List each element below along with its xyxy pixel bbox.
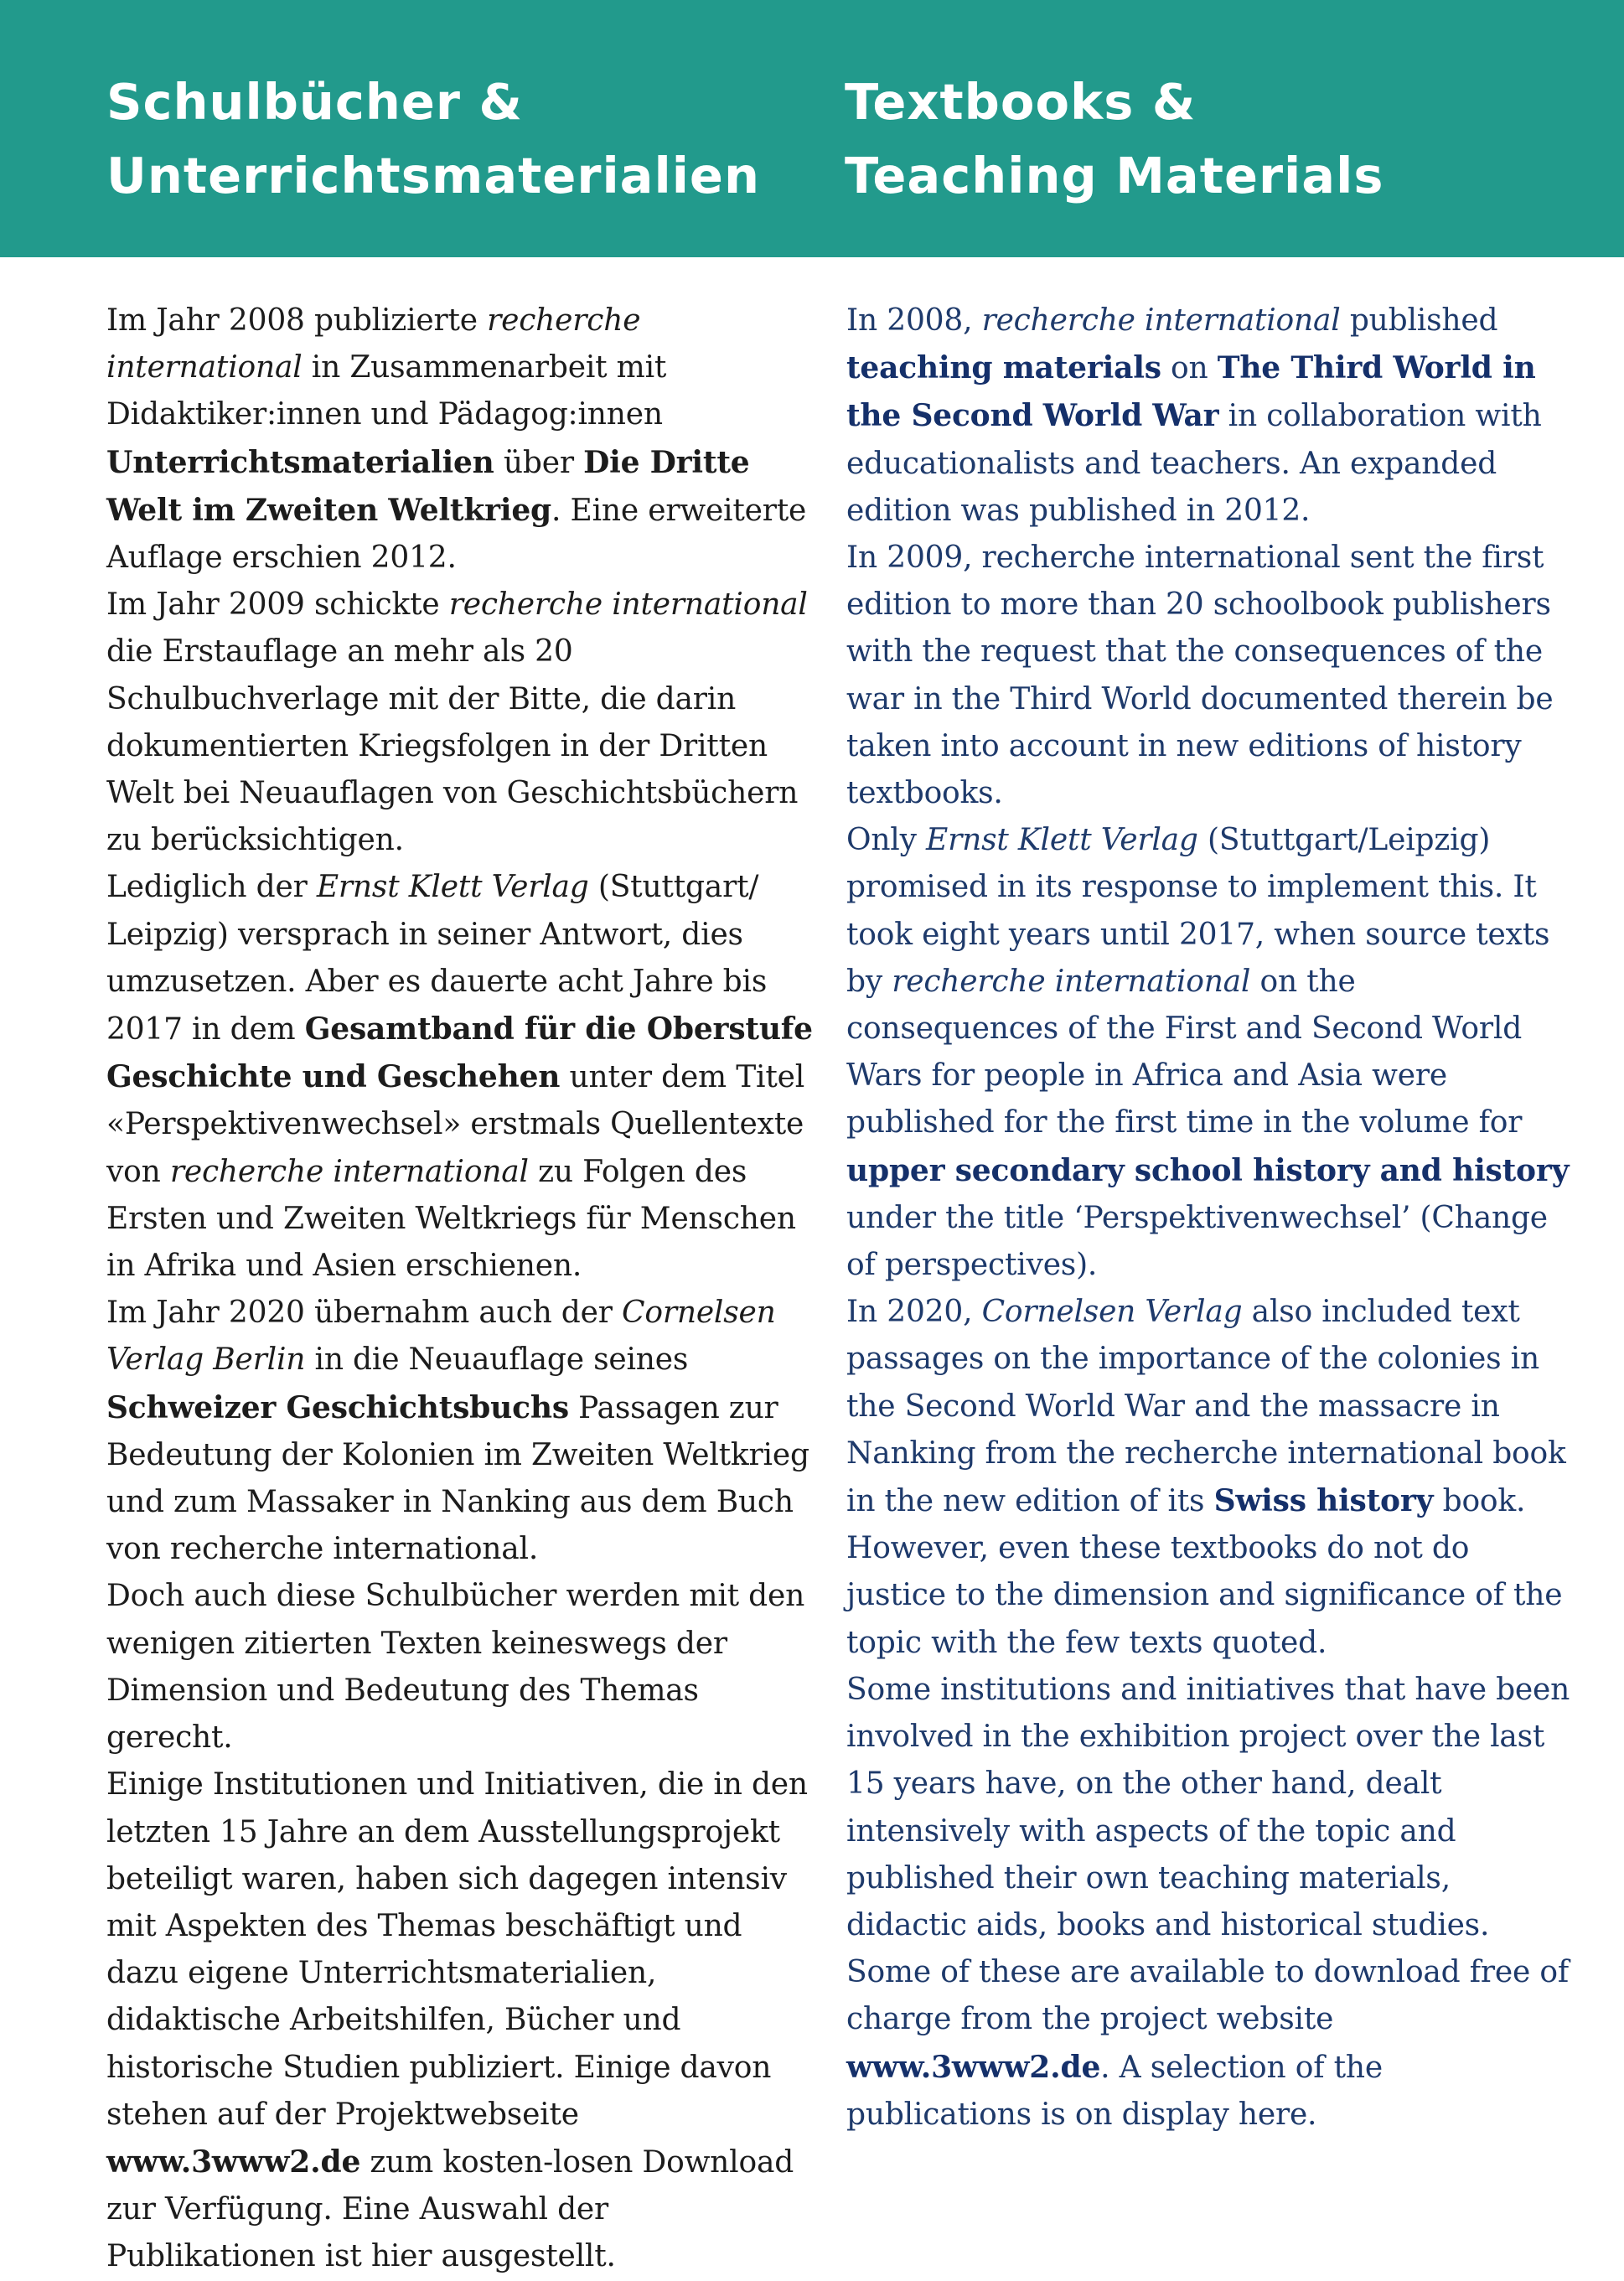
german-paragraph-6 (106, 1761, 819, 2280)
english-paragraph-1 (846, 297, 1575, 535)
text-run: Only (846, 823, 926, 858)
publication-title: Swiss history (1213, 1483, 1434, 1519)
text-run: In 2009, recherche international sent the first edition to more than 20 schoolbook publishers with the request that the consequences of the war in the Third World documented therein be taken into account in new editions of history textbooks. (846, 541, 1554, 811)
publication-title: upper secondary school history and history (846, 1152, 1570, 1188)
english-paragraph-4 (846, 1289, 1575, 1525)
text-run: in collaboration with educationalists and teachers. An expanded edition was published in 2012. (846, 399, 1542, 528)
title-english-line-2: Teaching Materials (845, 147, 1384, 204)
english-paragraph-5 (846, 1525, 1575, 1667)
website-url: www.3www2.de (846, 2049, 1101, 2085)
title-english (845, 65, 1384, 213)
website-url: www.3www2.de (106, 2144, 361, 2180)
publication-title: Gesamtband für die Oberstufe Geschichte und Geschehen (106, 1011, 813, 1095)
text-run: Einige Institutionen und Initiativen, die in den letzten 15 Jahre an dem Ausstellungsprojekt beteiligt waren, haben sich dagegen intensiv mit Aspekten des Themas beschäftigt und dazu eigene Unterrichtsmaterialien, didaktische Arbeitshilfen, Bücher und historische Studien publiziert. Einige davon stehen auf der Projektwebseite (106, 1767, 808, 2132)
title-english-line-1: Textbooks & (845, 73, 1197, 131)
text-run: under the title ‘Perspektivenwechsel’ (Change of perspectives). (846, 1200, 1548, 1283)
german-paragraph-1 (106, 297, 819, 582)
organization-name: recherche international (448, 587, 808, 623)
text-run: on the consequences of the First and Second World Wars for people in Africa and Asia were published for the first time in the volume for (846, 964, 1523, 1140)
highlight-term: Unterrichtsmaterialien (106, 444, 494, 480)
text-run: Lediglich der (106, 870, 317, 905)
text-run: (Stuttgart/ Leipzig) versprach in seiner Antwort, dies umzusetzen. Aber es dauerte acht Jahre bis 2017 in dem (106, 870, 768, 1047)
publisher-name: Ernst Klett Verlag (316, 870, 589, 905)
english-paragraph-3 (846, 817, 1575, 1289)
organization-name: recherche international (981, 303, 1341, 338)
text-run: Im Jahr 2008 publizierte (106, 303, 488, 338)
german-paragraph-3 (106, 864, 819, 1290)
publication-title: Schweizer Geschichtsbuchs (106, 1389, 569, 1425)
english-paragraph-2 (846, 535, 1575, 817)
german-paragraph-5 (106, 1573, 819, 1761)
title-german-line-1: Schulbücher & (106, 73, 524, 131)
publication-title: Die Dritte Welt im Zweiten Weltkrieg (106, 444, 750, 528)
header-banner (0, 0, 1624, 257)
title-german (106, 65, 760, 213)
text-run: zum kosten-losen Download zur Verfügung. Eine Auswahl der Publikationen ist hier ausgestellt. (106, 2144, 794, 2274)
organization-name: recherche international (892, 964, 1251, 999)
text-run: book. (1433, 1484, 1526, 1519)
text-run: . Eine erweiterte Auflage erschien 2012. (106, 493, 807, 576)
text-run: unter dem Titel «Perspektivenwechsel» erstmals Quellentexte von (106, 1060, 805, 1189)
text-run: Im Jahr 2020 übernahm auch der (106, 1296, 622, 1331)
publisher-name: Ernst Klett Verlag (926, 823, 1198, 858)
text-run: Im Jahr 2009 schickte (106, 587, 449, 623)
german-paragraph-2 (106, 582, 819, 864)
highlight-term: teaching materials (846, 350, 1161, 386)
text-run: In 2020, (846, 1295, 982, 1330)
text-run: Passagen zur Bedeutung der Kolonien im Zweiten Weltkrieg und zum Massaker in Nanking aus dem Buch von recherche international. (106, 1390, 809, 1567)
text-run: published (1340, 303, 1498, 338)
text-run: . A selection of the publications is on display here. (846, 2050, 1383, 2132)
publication-title: The Third World in the Second World War (846, 350, 1536, 434)
text-run: die Erstauflage an mehr als 20 Schulbuchverlage mit der Bitte, die darin dokumentierten Kriegsfolgen in der Dritten Welt bei Neuauflagen von Geschichtsbüchern zu berücksichtigen. (106, 634, 799, 858)
text-run: über (494, 445, 584, 480)
organization-name: recherche international (106, 303, 641, 385)
english-column (846, 297, 1575, 2139)
text-run: also included text passages on the importance of the colonies in the Second World War and the massacre in Nanking from the recherche international book in the new edition of its (846, 1295, 1566, 1519)
text-run: on (1161, 351, 1218, 386)
text-run: Doch auch diese Schulbücher werden mit den wenigen zitierten Texten keineswegs der Dimension und Bedeutung des Themas gerecht. (106, 1579, 805, 1756)
text-run: in die Neuauflage seines (305, 1342, 689, 1378)
text-run: (Stuttgart/Leipzig) promised in its response to implement this. It took eight years until 2017, when source texts by (846, 823, 1550, 999)
text-run: in Zusammenarbeit mit Didaktiker:innen und Pädagog:innen (106, 350, 667, 432)
text-run: Some institutions and initiatives that have been involved in the exhibition project over the last 15 years have, on the other hand, dealt intensively with aspects of the topic and published their own teaching materials, didactic aids, books and historical studies. Some of these are available to download free of charge from the project website (846, 1672, 1570, 2037)
german-paragraph-4 (106, 1290, 819, 1573)
organization-name: recherche international (169, 1154, 529, 1189)
english-paragraph-6 (846, 1667, 1575, 2139)
publisher-name: Cornelsen Verlag (981, 1295, 1243, 1330)
german-column (106, 297, 819, 2281)
text-run: In 2008, (846, 303, 982, 338)
publisher-name: Cornelsen Verlag Berlin (106, 1296, 776, 1378)
title-german-line-2: Unterrichtsmaterialien (106, 147, 760, 204)
text-run: zu Folgen des Ersten und Zweiten Weltkriegs für Menschen in Afrika und Asien erschienen. (106, 1154, 796, 1284)
text-run: However, even these textbooks do not do justice to the dimension and significance of the topic with the few texts quoted. (846, 1531, 1563, 1660)
